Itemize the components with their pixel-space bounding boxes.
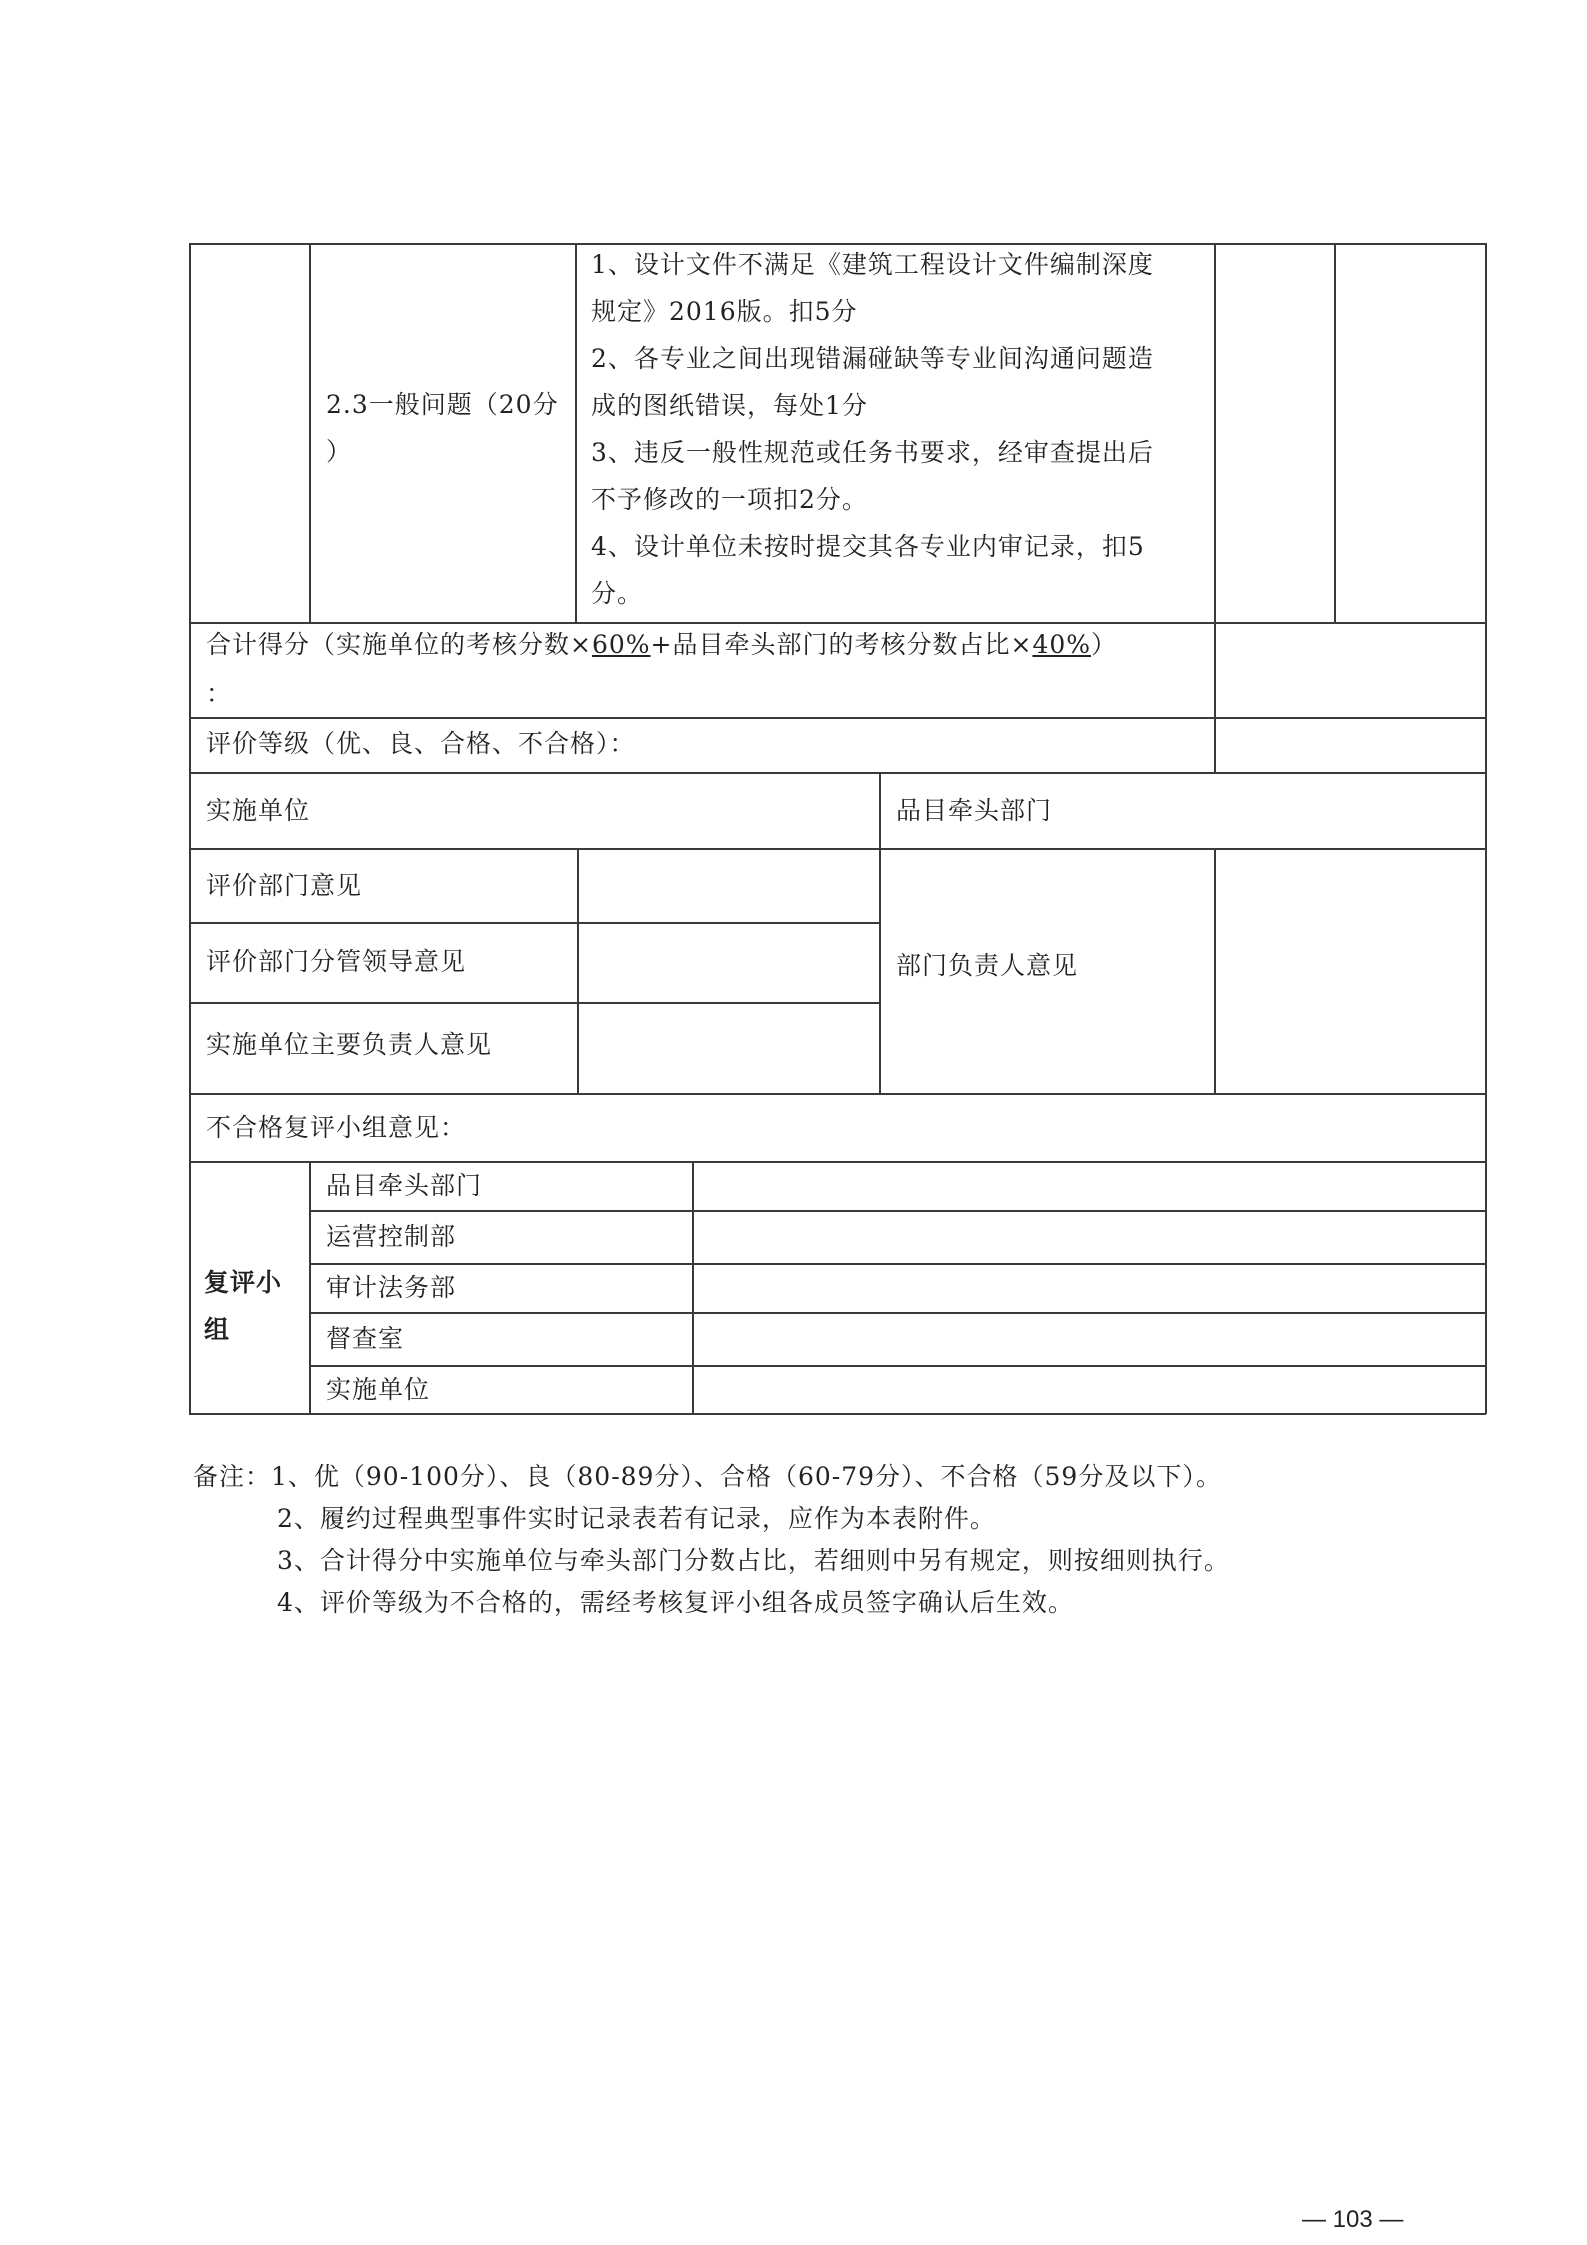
lead-department-heading: 品目牵头部门 xyxy=(896,796,1053,825)
total-score-pct-2: 40% xyxy=(1032,630,1092,659)
rule xyxy=(309,1365,1486,1367)
rule xyxy=(189,243,191,1414)
dept-head-opinion-label: 部门负责人意见 xyxy=(896,951,1079,980)
criterion-line: 规定》2016版。扣5分 xyxy=(591,297,858,326)
total-score-middle: +品目牵头部门的考核分数占比× xyxy=(650,630,1033,659)
note-line: 备注：1、优（90-100分）、良（80-89分）、合格（60-79分）、不合格（59分及以下）。 xyxy=(193,1462,1222,1491)
rule xyxy=(1485,243,1487,1414)
review-group-label: 复评小 xyxy=(204,1268,283,1297)
grade-label: 评价等级（优、良、合格、不合格）： xyxy=(206,729,636,758)
category-line-2: ） xyxy=(326,437,353,466)
rule xyxy=(1214,243,1216,773)
rule xyxy=(692,1161,694,1414)
note-line: 3、合计得分中实施单位与牵头部门分数占比，若细则中另有规定，则按细则执行。 xyxy=(277,1546,1230,1575)
category-label-cont xyxy=(326,428,352,475)
rule xyxy=(189,1002,879,1004)
rule xyxy=(189,922,879,924)
rule xyxy=(189,1413,1486,1415)
note-line: 2、履约过程典型事件实时记录表若有记录，应作为本表附件。 xyxy=(277,1504,996,1533)
review-group-label-cont: 组 xyxy=(204,1315,231,1344)
review-member: 实施单位 xyxy=(326,1375,431,1404)
rule xyxy=(309,1312,1486,1314)
criterion-line: 2、各专业之间出现错漏碰缺等专业间沟通问题造 xyxy=(591,344,1154,373)
category-label xyxy=(326,381,559,428)
criterion-line: 成的图纸错误，每处1分 xyxy=(591,391,868,420)
review-member: 督查室 xyxy=(326,1324,405,1353)
rule xyxy=(309,243,311,623)
rule xyxy=(309,1210,1486,1212)
total-score-prefix: 合计得分（实施单位的考核分数× xyxy=(206,630,592,659)
total-score-label xyxy=(206,621,1117,668)
page-number: — 103 — xyxy=(1302,2206,1404,2233)
note-line: 4、评价等级为不合格的，需经考核复评小组各成员签字确认后生效。 xyxy=(277,1588,1074,1617)
total-score-colon: ： xyxy=(206,679,233,708)
review-member: 运营控制部 xyxy=(326,1222,457,1251)
review-group-opinion-label: 不合格复评小组意见： xyxy=(206,1113,467,1142)
rule xyxy=(189,848,1486,850)
rule xyxy=(575,243,577,623)
rule xyxy=(577,848,579,1094)
rule xyxy=(309,1161,311,1414)
criterion-line: 3、违反一般性规范或任务书要求，经审查提出后 xyxy=(591,438,1154,467)
implementing-unit-heading: 实施单位 xyxy=(206,796,311,825)
rule xyxy=(189,1093,1486,1095)
total-score-pct-1: 60% xyxy=(591,630,651,659)
review-member: 品目牵头部门 xyxy=(326,1171,483,1200)
eval-dept-opinion-label: 评价部门意见 xyxy=(206,871,363,900)
category-line-1: 2.3一般问题（20分 xyxy=(326,390,559,419)
rule xyxy=(1214,848,1216,1094)
unit-head-opinion-label: 实施单位主要负责人意见 xyxy=(206,1030,493,1059)
criterion-line: 1、设计文件不满足《建筑工程设计文件编制深度 xyxy=(591,250,1154,279)
criterion-line: 4、设计单位未按时提交其各专业内审记录，扣5 xyxy=(591,532,1145,561)
criterion-line: 不予修改的一项扣2分。 xyxy=(591,485,868,514)
rule xyxy=(189,772,1486,774)
review-member: 审计法务部 xyxy=(326,1273,457,1302)
rule xyxy=(189,717,1486,719)
total-score-suffix: ） xyxy=(1091,630,1118,659)
rule xyxy=(1334,243,1336,623)
eval-dept-leader-opinion-label: 评价部门分管领导意见 xyxy=(206,947,467,976)
criterion-line: 分。 xyxy=(591,579,644,608)
rule xyxy=(309,1263,1486,1265)
rule xyxy=(879,772,881,1094)
